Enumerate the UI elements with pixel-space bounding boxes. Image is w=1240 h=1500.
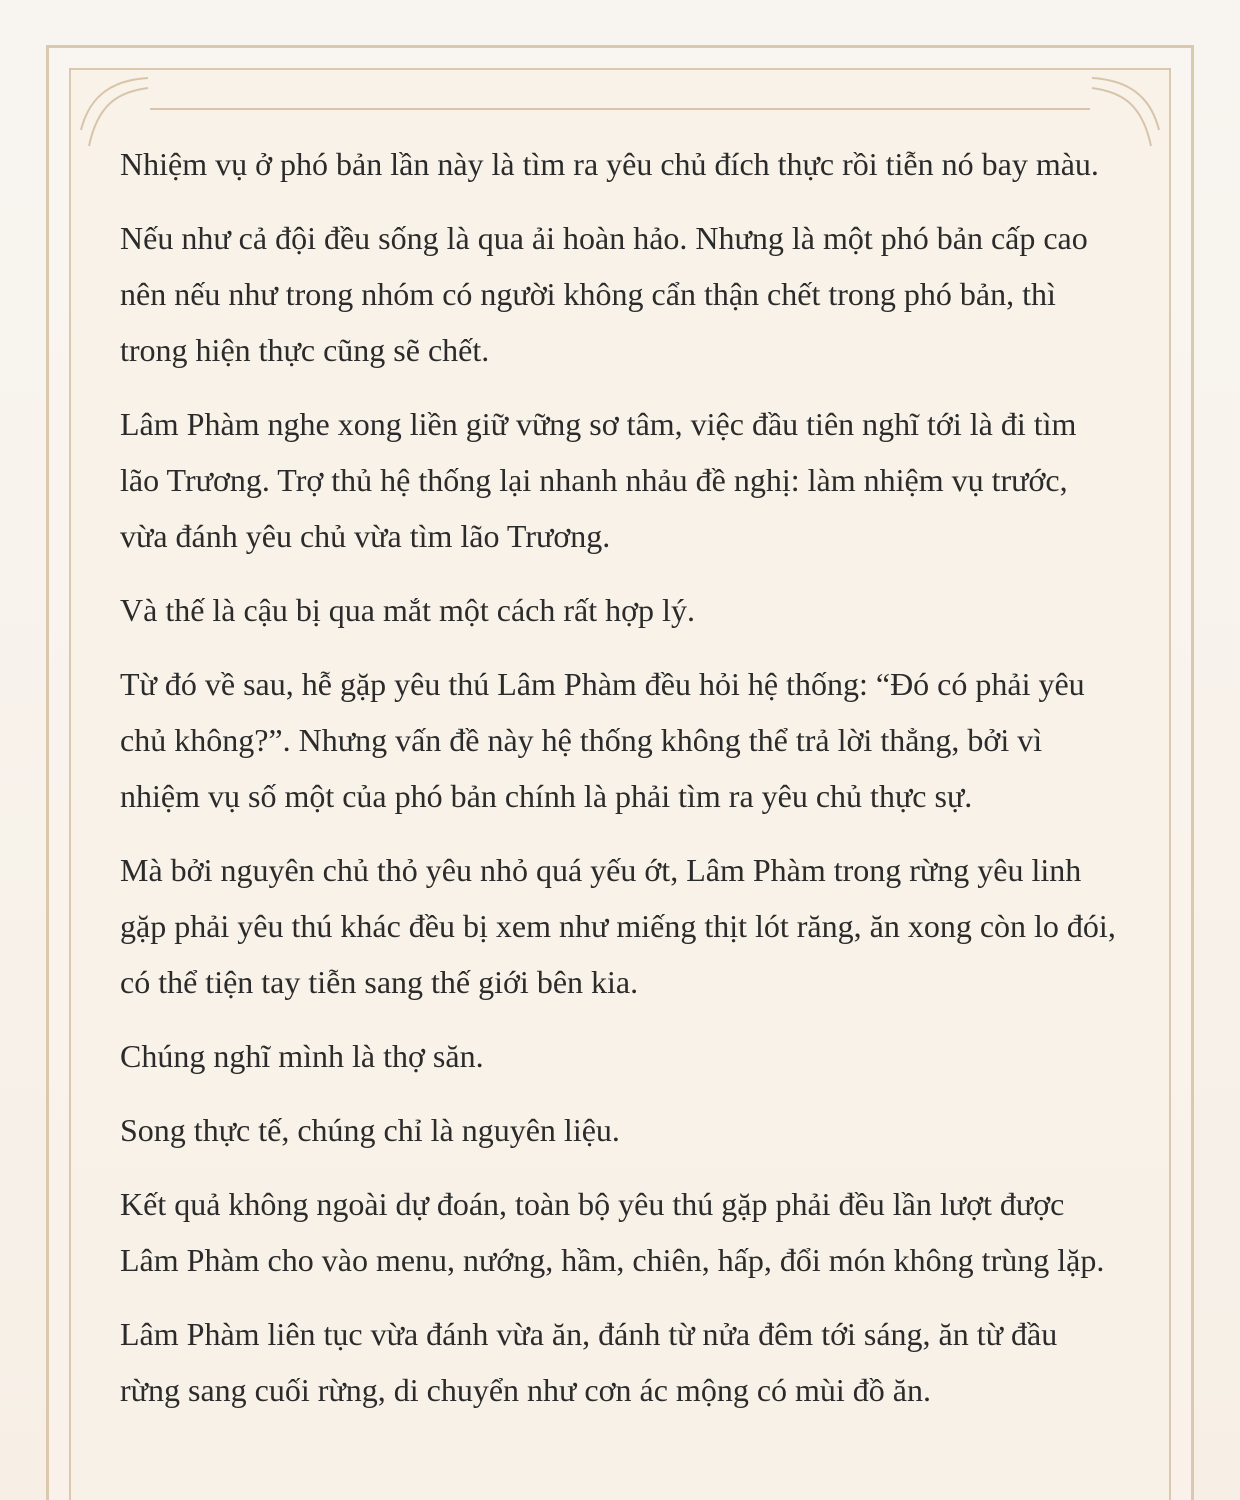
paragraph: Mà bởi nguyên chủ thỏ yêu nhỏ quá yếu ớt, Lâm Phàm trong rừng yêu linh gặp phải yêu thú khác đều bị xem như miếng thịt lót răng, ăn xong còn lo đói, có thể tiện tay tiễn sang thế giới bên kia.	[120, 852, 1116, 1000]
paragraph: Kết quả không ngoài dự đoán, toàn bộ yêu thú gặp phải đều lần lượt được Lâm Phàm cho vào menu, nướng, hầm, chiên, hấp, đổi món không trùng lặp.	[120, 1186, 1105, 1278]
paragraph: Nếu như cả đội đều sống là qua ải hoàn hảo. Nhưng là một phó bản cấp cao nên nếu như trong nhóm có người không cẩn thận chết trong phó bản, thì trong hiện thực cũng sẽ chết.	[120, 220, 1088, 368]
paragraph: Chúng nghĩ mình là thợ săn.	[120, 1038, 484, 1074]
paragraph: Lâm Phàm nghe xong liền giữ vững sơ tâm, việc đầu tiên nghĩ tới là đi tìm lão Trương. Trợ thủ hệ thống lại nhanh nhảu đề nghị: làm nhiệm vụ trước, vừa đánh yêu chủ vừa tìm lão Trương.	[120, 406, 1077, 554]
chapter-content	[120, 136, 1122, 1436]
top-divider	[150, 108, 1090, 110]
paragraph: Nhiệm vụ ở phó bản lần này là tìm ra yêu chủ đích thực rồi tiễn nó bay màu.	[120, 146, 1099, 182]
paragraph: Và thế là cậu bị qua mắt một cách rất hợp lý.	[120, 592, 695, 628]
paragraph: Song thực tế, chúng chỉ là nguyên liệu.	[120, 1112, 620, 1148]
paragraph: Từ đó về sau, hễ gặp yêu thú Lâm Phàm đều hỏi hệ thống: “Đó có phải yêu chủ không?”. Nhưng vấn đề này hệ thống không thể trả lời thẳng, bởi vì nhiệm vụ số một của phó bản chính là phải tìm ra yêu chủ thực sự.	[120, 666, 1085, 814]
paragraph: Lâm Phàm liên tục vừa đánh vừa ăn, đánh từ nửa đêm tới sáng, ăn từ đầu rừng sang cuối rừng, di chuyển như cơn ác mộng có mùi đồ ăn.	[120, 1316, 1058, 1408]
